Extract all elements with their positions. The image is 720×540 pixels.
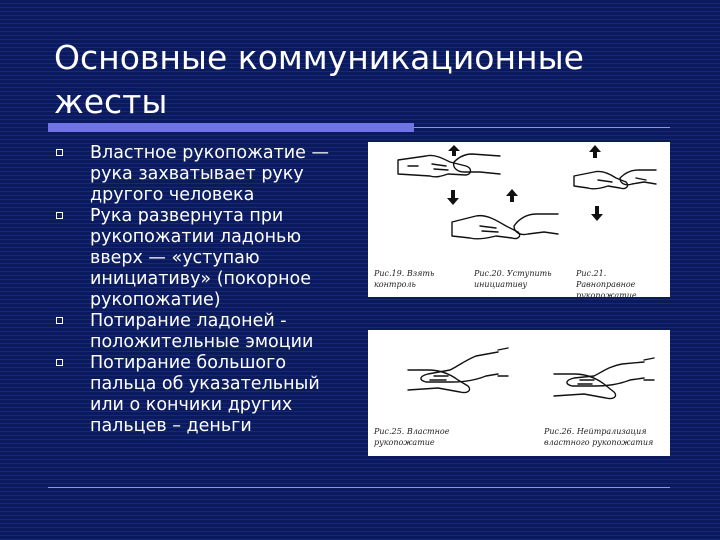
bottom-divider-line xyxy=(48,487,670,488)
square-bullet-icon xyxy=(56,212,63,219)
square-bullet-icon xyxy=(56,359,63,366)
handshake-21-hand-right xyxy=(620,170,656,185)
slide-title: Основные коммуникационные жесты xyxy=(54,38,584,121)
handshake-20-hand-right xyxy=(514,214,558,235)
bullet-item xyxy=(54,353,354,437)
handshake-illustration-bottom xyxy=(368,330,670,456)
hand-25-top xyxy=(421,352,498,382)
caption-fig-25: Рис.25. Властное рукопожатие xyxy=(374,427,450,447)
bullet-text: Рука развернута при рукопожатии ладонью вверх — «уступаю инициативу» (покорное рукопожатие) xyxy=(90,206,311,310)
bullet-text: Потирание большого пальца об указательный или о кончики других пальцев – деньги xyxy=(90,353,320,436)
arrow-down-icon xyxy=(591,206,603,221)
caption-fig-21: Рис.21. Равноправное рукопожатие xyxy=(576,269,637,300)
bullet-list xyxy=(54,143,354,437)
arrow-down-icon xyxy=(447,190,459,205)
square-bullet-icon xyxy=(56,317,63,324)
caption-fig-19: Рис.19. Взять контроль xyxy=(374,269,435,289)
bullet-item xyxy=(54,143,354,206)
caption-fig-26: Рис.26. Нейтрализация властного рукопожатия xyxy=(544,427,654,447)
arrow-up-icon xyxy=(448,145,460,156)
hand-25-bottom xyxy=(408,370,470,393)
bullet-text: Потирание ладоней - положительные эмоции xyxy=(90,311,314,352)
bullet-text: Властное рукопожатие — рука захватывает руку другого человека xyxy=(90,143,329,205)
bullet-item xyxy=(54,206,354,311)
arrow-up-icon xyxy=(506,189,518,202)
bullet-item xyxy=(54,311,354,353)
handshake-illustration-top xyxy=(368,142,670,300)
caption-fig-20: Рис.20. Уступить инициативу xyxy=(474,269,552,289)
square-bullet-icon xyxy=(56,149,63,156)
arrow-up-icon xyxy=(589,145,601,158)
title-accent-bar xyxy=(48,123,414,132)
title-accent-line xyxy=(414,127,670,128)
